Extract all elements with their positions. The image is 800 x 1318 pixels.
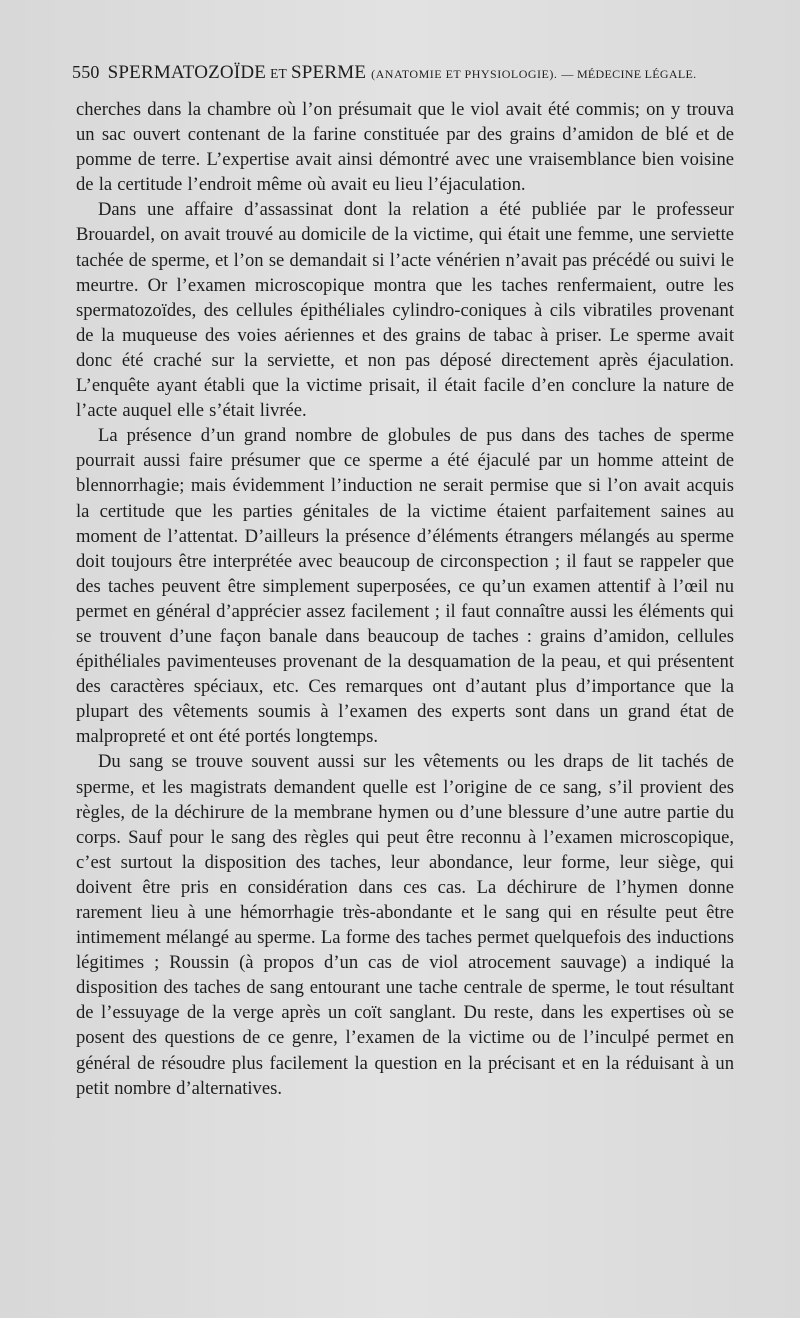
header-subtitle: (ANATOMIE ET PHYSIOLOGIE). [371, 67, 558, 81]
header-title-et: ET [270, 66, 288, 81]
header-title: SPERMATOZOÏDE [107, 62, 267, 83]
paragraph: La présence d’un grand nombre de globules de pus dans des taches de sperme pourrait aussi faire présumer que ce sperme a été éjaculé par un homme atteint de blennorrhagie; mais évidemment l’induction ne serait permise que si l’on avait acquis la certitude que les parties génitales de la victime étaient parfaitement saines au moment de l’attentat. D’ailleurs la présence d’éléments étrangers mélangés au sperme doit toujours être interprétée avec beaucoup de circonspection ; il faut se rappeler que des taches peuvent être simplement superposées, ce qu’un examen attentif à l’œil nu permet en général d’apprécier assez facilement ; il faut connaître aussi les éléments qui se trouvent d’une façon banale dans beaucoup de taches : grains d’amidon, cellules épithéliales pavimenteuses provenant de la desquamation de la peau, et qui présentent des caractères spéciaux, etc. Ces remarques ont d’autant plus d’importance que la plupart des vêtements soumis à l’examen des experts sont dans un grand état de malpropreté et ont été portés longtemps. [76, 425, 734, 748]
paragraph: Dans une affaire d’assassinat dont la relation a été publiée par le professeur Brouardel, on avait trouvé au domicile de la victime, qui était une femme, une serviette tachée de sperme, et l’on se demandait si l’acte vénérien n’avait pas précédé ou suivi le meurtre. Or l’examen microscopique montra que les taches renfermaient, outre les spermatozoïdes, des cellules épithéliales cylindro-coniques à cils vibratiles provenant de la muqueuse des voies aériennes et des grains de tabac à priser. Le sperme avait donc été craché sur la serviette, et non pas déposé directement après éjaculation. L’enquête ayant établi que la victime prisait, il était facile d’en conclure la nature de l’acte auquel elle s’était livrée. [76, 199, 734, 422]
header-section: — MÉDECINE LÉGALE. [561, 67, 697, 81]
paragraph-continued: cherches dans la chambre où l’on présumait que le viol avait été commis; on y trouva un sac ouvert contenant de la farine constituée par des grains d’amidon de blé et de pomme de terre. L’expertise avait ainsi démontré avec une vraisemblance bien voisine de la certitude l’endroit même où avait eu lieu l’éjaculation. [76, 99, 734, 196]
header-title-2: SPERME [291, 62, 367, 83]
page-number: 550 [72, 62, 100, 82]
body-text [76, 97, 734, 1101]
paragraph: Du sang se trouve souvent aussi sur les vêtements ou les draps de lit tachés de sperme, et les magistrats demandent quelle est l’origine de ce sang, s’il provient des règles, de la déchirure de la membrane hymen ou d’une blessure d’une autre partie du corps. Sauf pour le sang des règles qui peut être reconnu à l’examen microscopique, c’est surtout la disposition des taches, leur abondance, leur forme, leur siège, qui doivent être pris en considération dans ces cas. La déchirure de l’hymen donne rarement lieu à une hémorrhagie très-abondante et le sang qui en résulte peut être intimement mélangé au sperme. La forme des taches permet quelquefois des inductions légitimes ; Roussin (à propos d’un cas de viol atrocement sauvage) a indiqué la disposition des taches de sang entourant une tache centrale de sperme, le tout résultant de l’essuyage de la verge après un coït sanglant. Du reste, dans les expertises où se posent des questions de ce genre, l’examen de la victime ou de l’inculpé permet en général de résoudre plus facilement la question en la précisant et en la réduisant à un petit nombre d’alternatives. [76, 751, 734, 1099]
running-header [72, 62, 732, 84]
